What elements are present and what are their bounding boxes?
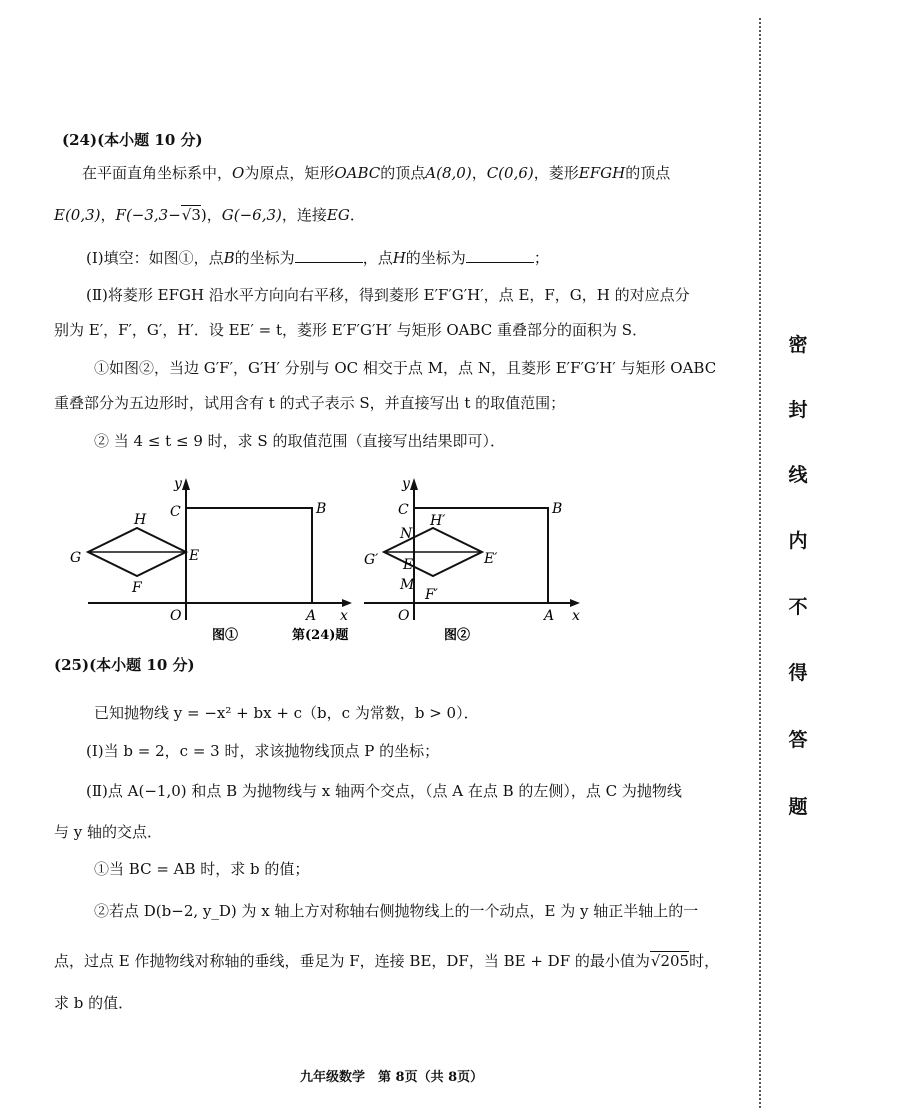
q24-intro-pre: 在平面直角坐标系中，: [82, 164, 233, 182]
fig2-label-y: y: [402, 476, 410, 492]
q25-intro: 已知抛物线 y = −x² + bx + c（b，c 为常数，b > 0）．: [94, 704, 479, 722]
seal-dotted-line: [759, 18, 761, 1108]
answer-blank-h[interactable]: [466, 248, 534, 263]
fig1-x-arrow: [342, 599, 352, 607]
q24-intro-mid: 为原点，矩形: [244, 164, 335, 182]
fig1-label-h: H: [134, 512, 147, 528]
fig2-label-e-axis: E: [403, 557, 414, 573]
fig2-label-b: B: [552, 501, 563, 517]
figure-2: [362, 468, 592, 658]
fig-title: 第(24)题: [292, 628, 349, 643]
q24-point-e: E(0,3): [54, 206, 101, 224]
fig1-label-b: B: [316, 501, 327, 517]
q25-sub2-line2-post: 时，: [689, 952, 720, 970]
fig1-label-f: F: [132, 580, 142, 596]
q24-connect-text: ，连接: [281, 206, 327, 224]
figure-1: [60, 468, 360, 658]
fig1-label-e: E: [189, 548, 200, 564]
q24-intro-line1: 在平面直角坐标系中，O为原点，矩形OABC的顶点A(8,0)，C(0,6)，菱形EFGH的顶点: [82, 164, 671, 182]
seal-char: 不: [788, 596, 808, 618]
fig2-label-a: A: [544, 608, 555, 624]
q24-connect-eg: EG: [326, 206, 350, 224]
seal-char: 线: [788, 464, 808, 486]
fig2-label-e: E′: [484, 551, 498, 567]
seal-char: 密: [788, 334, 808, 356]
fig2-label-x: x: [572, 608, 580, 624]
fig2-label-g: G′: [364, 552, 379, 568]
q24-sub1-line1: ①如图②，当边 G′F′，G′H′ 分别与 OC 相交于点 M，点 N，且菱形 E′F′G′H′ 与矩形 OABC: [94, 359, 717, 377]
fig1-rectangle: [186, 508, 312, 603]
fig2-label-n: N: [400, 526, 413, 542]
q25-header: (25)(本小题 10 分): [54, 656, 195, 674]
seal-char: 封: [788, 399, 808, 421]
q25-sub2-line3: 求 b 的值．: [54, 994, 134, 1012]
fig1-y-arrow: [182, 478, 190, 490]
fig1-label-c: C: [170, 504, 181, 520]
q24-part2-line2: 别为 E′，F′，G′，H′．设 EE′ = t，菱形 E′F′G′H′ 与矩形 OABC 重叠部分的面积为 S．: [54, 321, 648, 339]
q25-part2-line1: (Ⅱ)点 A(−1,0) 和点 B 为抛物线与 x 轴两个交点，（点 A 在点 B 的左侧），点 C 为抛物线: [86, 782, 682, 800]
q24-intro-line2: E(0,3)，F(−3,3−√3)，G(−6,3)，连接EG．: [54, 206, 365, 224]
q24-part1: (Ⅰ)填空：如图①，点B的坐标为 ，点H的坐标为 ；: [86, 249, 549, 267]
fig2-label-m: M: [400, 577, 415, 593]
q24-point-a: A(8,0): [425, 164, 472, 182]
fig2-caption: 图②: [444, 628, 471, 643]
fig1-label-x: x: [340, 608, 348, 624]
q24-point-f-pre: F(−3,3−: [115, 206, 181, 224]
seal-char: 得: [788, 662, 808, 684]
q24-intro-o: O: [232, 164, 245, 182]
q24-header: (24)(本小题 10 分): [62, 131, 203, 149]
fig1-label-y: y: [174, 476, 182, 492]
page-footer: 九年级数学 第 8页（共 8页）: [300, 1070, 484, 1085]
fig2-label-h: H′: [430, 513, 446, 529]
q24-point-f-sqrt: √3: [181, 206, 201, 224]
fig2-y-arrow: [410, 478, 418, 490]
q24-intro-mid2: 的顶点: [380, 164, 426, 182]
fig2-label-f: F′: [425, 587, 438, 603]
q24-part1-b: B: [223, 249, 235, 267]
q24-point-c: C(0,6): [486, 164, 534, 182]
q24-part1-mid2: ，点: [362, 249, 393, 267]
fig2-label-o: O: [398, 608, 410, 624]
q25-sub2-line1: ②若点 D(b−2, y_D) 为 x 轴上方对称轴右侧抛物线上的一个动点，E 为 y 轴正半轴上的一: [94, 902, 699, 920]
seal-char: 题: [788, 796, 808, 818]
fig1-label-o: O: [170, 608, 182, 624]
q25-sub2-sqrt: √205: [650, 952, 690, 970]
q25-sub2-line2-pre: 点，过点 E 作抛物线对称轴的垂线，垂足为 F，连接 BE，DF，当 BE + DF 的最小值为: [54, 952, 650, 970]
q25-part2-line2: 与 y 轴的交点．: [54, 823, 163, 841]
q24-intro-rect: OABC: [334, 164, 381, 182]
q25-part1: (Ⅰ)当 b = 2，c = 3 时，求该抛物线顶点 P 的坐标；: [86, 742, 440, 760]
fig2-x-arrow: [570, 599, 580, 607]
q24-sub1-line2: 重叠部分为五边形时，试用含有 t 的式子表示 S，并直接写出 t 的取值范围；: [54, 394, 566, 412]
seal-char: 内: [788, 530, 808, 552]
seal-char: 答: [788, 729, 808, 751]
answer-blank-b[interactable]: [295, 248, 363, 263]
q25-sub2-line2: [54, 951, 719, 971]
q24-intro-end: 的顶点: [625, 164, 671, 182]
q24-intro-rhombus: EFGH: [578, 164, 626, 182]
q25-sub1: ①当 BC = AB 时，求 b 的值；: [94, 860, 310, 878]
q24-intro-mid3: ，菱形: [533, 164, 579, 182]
fig1-label-a: A: [306, 608, 317, 624]
q24-part1-h: H: [392, 249, 406, 267]
q24-sub2-line: ② 当 4 ≤ t ≤ 9 时，求 S 的取值范围（直接写出结果即可）．: [94, 432, 505, 450]
fig2-label-c: C: [398, 502, 409, 518]
fig1-caption: 图①: [212, 628, 239, 643]
q24-part1-end: 的坐标为: [405, 249, 466, 267]
q24-point-g: G(−6,3): [221, 206, 282, 224]
q24-point-f-post: ): [200, 206, 207, 224]
q24-part2-line1: (Ⅱ)将菱形 EFGH 沿水平方向向右平移，得到菱形 E′F′G′H′，点 E，F，G，H 的对应点分: [86, 286, 690, 304]
fig1-label-g: G: [70, 550, 82, 566]
q24-part1-label: (Ⅰ)填空：如图①，点: [86, 249, 224, 267]
q24-part1-mid: 的坐标为: [234, 249, 295, 267]
